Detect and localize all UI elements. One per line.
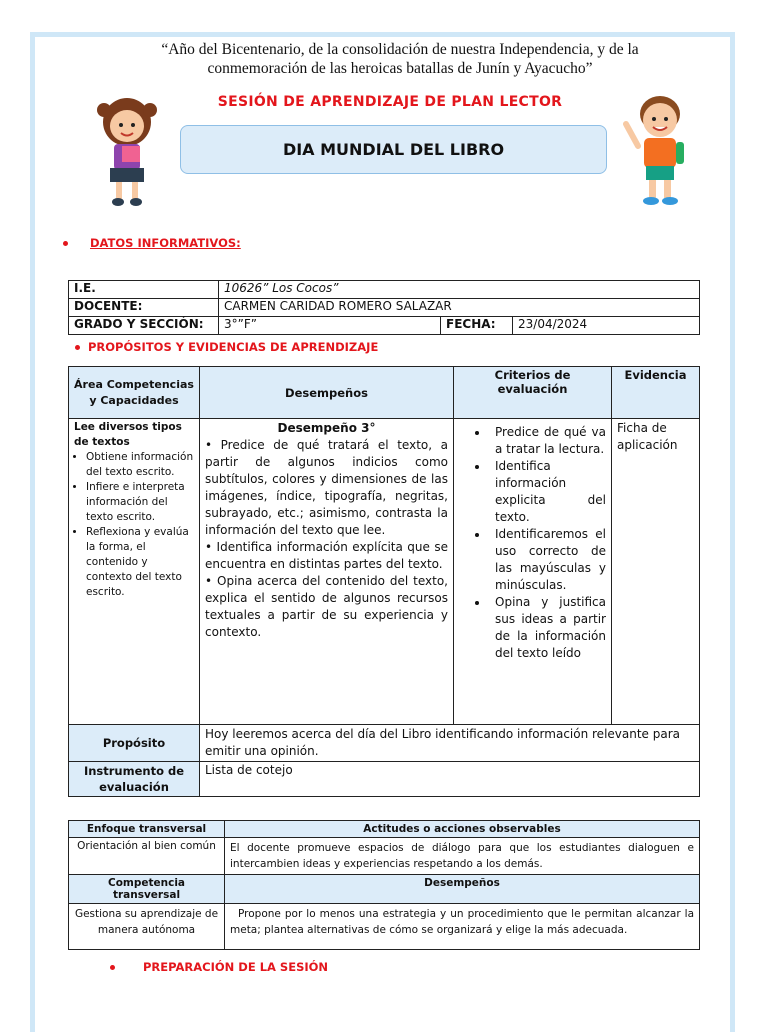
datos-heading: DATOS INFORMATIVOS: [63, 236, 241, 250]
main-title: DIA MUNDIAL DEL LIBRO [282, 140, 505, 159]
enfoque-value: Orientación al bien común [69, 838, 225, 875]
table-row [69, 762, 700, 797]
table-row [69, 281, 700, 299]
competencia-transversal-value: Gestiona su aprendizaje de manera autónoma [69, 904, 225, 950]
propositos-heading: PROPÓSITOS Y EVIDENCIAS DE APRENDIZAJE [75, 340, 378, 354]
table-row [69, 367, 700, 419]
boy-illustration [620, 90, 696, 210]
bullet-dot [75, 345, 80, 350]
table-row [69, 299, 700, 317]
main-title-box [180, 125, 607, 174]
girl-illustration [92, 92, 162, 210]
year-motto: “Año del Bicentenario, de la consolidación de nuestra Independencia, y de la conmemoración de las heroicas batallas de Junín y Ayacucho” [161, 41, 639, 77]
table-row [69, 317, 700, 335]
fecha-label: FECHA: [441, 317, 513, 335]
docente-value: CARMEN CARIDAD ROMERO SALAZAR [219, 299, 700, 317]
docente-label: DOCENTE: [69, 299, 219, 317]
grado-label: GRADO Y SECCIÓN: [69, 317, 219, 335]
desempeno-item: • Identifica información explícita que se encuentra en distintas partes del texto. [205, 540, 448, 571]
desempenos-cell [200, 419, 454, 725]
session-title: SESIÓN DE APRENDIZAJE DE PLAN LECTOR [217, 94, 563, 110]
header-desempenos: Desempeños [200, 367, 454, 419]
list-item: • Identificaremos el uso correcto de las mayúsculas y minúsculas. [489, 526, 606, 594]
header-desempenos-transversal: Desempeños [225, 875, 700, 904]
table-row [69, 904, 700, 950]
competencia-title: Lee diversos tipos de textos [74, 421, 182, 448]
actitud-value: El docente promueve espacios de diálogo para que los estudiantes dialoguen e intercambien ideas y experiencias respetando a los demás. [225, 838, 700, 875]
table-row [69, 419, 700, 725]
list-item: • Reflexiona y evalúa la forma, el contenido y contexto del texto escrito. [86, 525, 194, 600]
list-item: • Opina y justifica sus ideas a partir de la información del texto leído [489, 594, 606, 662]
header-evidencia: Evidencia [612, 367, 700, 419]
header-enfoque: Enfoque transversal [69, 821, 225, 838]
header-actitudes: Actitudes o acciones observables [225, 821, 700, 838]
table-row [69, 725, 700, 762]
bullet-dot [63, 241, 68, 246]
header-criterios: Criterios de evaluación [454, 367, 612, 419]
table-row [69, 875, 700, 904]
header-area: Área Competencias y Capacidades [69, 367, 200, 419]
criterios-cell [454, 419, 612, 725]
bullet-dot [110, 965, 115, 970]
list-item: • Infiere e interpreta información del texto escrito. [86, 480, 194, 525]
capacidades-list [74, 450, 194, 600]
instrumento-label: Instrumento de evaluación [69, 762, 200, 797]
enfoque-table [68, 820, 700, 950]
desempeno-transversal-value: Propone por lo menos una estrategia y un procedimiento que le permitan alcanzar la meta; plantea alternativas de cómo se organizará y elige la más adecuada. [225, 904, 700, 950]
preparacion-heading: PREPARACIÓN DE LA SESIÓN [110, 960, 328, 974]
desempeno-item: • Opina acerca del contenido del texto, explica el sentido de algunos recursos textuales a partir de su experiencia y contexto. [205, 574, 448, 639]
table-row [69, 838, 700, 875]
instrumento-value: Lista de cotejo [200, 762, 700, 797]
competencias-table [68, 366, 700, 797]
fecha-value: 23/04/2024 [513, 317, 700, 335]
desempeno-item: • Predice de qué tratará el texto, a partir de algunos indicios como subtítulos, colores y dimensiones de las imágenes, índice, tipografía, negritas, subrayado, etc.; asimismo, contrasta la información del texto que lee. [205, 438, 448, 537]
ie-label: I.E. [69, 281, 219, 299]
grado-value: 3°”F” [219, 317, 441, 335]
criterios-list [459, 424, 606, 662]
proposito-label: Propósito [69, 725, 200, 762]
proposito-value: Hoy leeremos acerca del día del Libro identificando información relevante para emitir una opinión. [200, 725, 700, 762]
header-competencia-transversal: Competencia transversal [69, 875, 225, 904]
competencia-cell [69, 419, 200, 725]
desempeno-title: Desempeño 3° [277, 421, 376, 435]
table-row [69, 821, 700, 838]
list-item: • Predice de qué va a tratar la lectura. [489, 424, 606, 458]
list-item: • Obtiene información del texto escrito. [86, 450, 194, 480]
list-item: • Identifica información explicita del texto. [489, 458, 606, 526]
evidencia-cell: Ficha de aplicación [612, 419, 700, 725]
ie-value: 10626” Los Cocos” [219, 281, 700, 299]
info-table [68, 280, 700, 335]
